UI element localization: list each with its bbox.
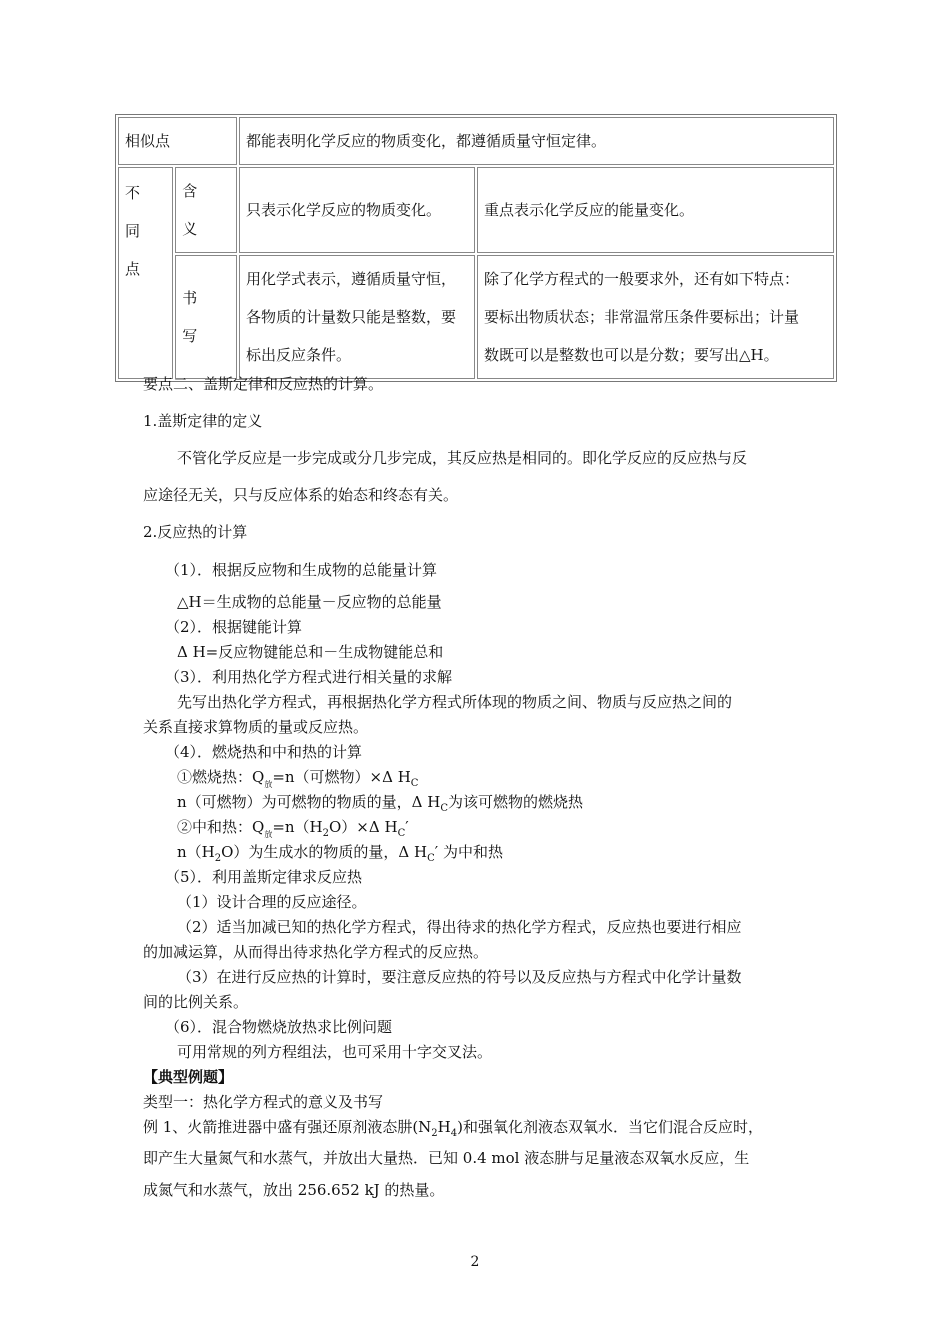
text-run: O）为生成水的物质的量，Δ H — [221, 843, 428, 861]
diff-label-cell — [118, 167, 173, 379]
table-row — [118, 255, 834, 379]
text-run: ′ 为中和热 — [434, 843, 503, 861]
list-item: （4）．燃烧热和中和热的计算 — [165, 743, 363, 761]
table-row — [118, 167, 834, 253]
example-line — [143, 1117, 763, 1144]
subheading: 1.盖斯定律的定义 — [143, 412, 263, 430]
list-item: （1）．根据反应物和生成物的总能量计算 — [165, 561, 438, 579]
writing-right-cell — [477, 255, 834, 379]
subscript: C — [397, 828, 406, 839]
table-row — [118, 117, 834, 165]
diff-label-char: 不 — [125, 184, 141, 202]
writing-label-char: 写 — [182, 327, 198, 345]
paragraph-line: 关系直接求算物质的量或反应热。 — [143, 718, 369, 736]
paragraph-line: （3）在进行反应热的计算时，要注意反应热的符号以及反应热与方程式中化学计量数 — [177, 968, 742, 986]
subheading: 2.反应热的计算 — [143, 523, 248, 541]
subscript: C — [440, 803, 449, 814]
text-run: O）×Δ H — [329, 818, 398, 836]
formula-line: △H＝生成物的总能量－反应物的总能量 — [177, 593, 442, 611]
meaning-label-cell — [175, 167, 237, 253]
similar-label-cell: 相似点 — [118, 117, 237, 165]
paragraph-line: 应途径无关，只与反应体系的始态和终态有关。 — [143, 486, 459, 504]
diff-label-char: 点 — [125, 260, 141, 278]
list-item: （2）．根据键能计算 — [165, 618, 303, 636]
paragraph-line: 间的比例关系。 — [143, 993, 249, 1011]
writing-label-cell — [175, 255, 237, 379]
text-run: n（H — [177, 843, 215, 861]
paragraph-line: 不管化学反应是一步完成或分几步完成，其反应热是相同的。即化学反应的反应热与反 — [177, 449, 748, 467]
text-run: ②中和热：Q — [177, 818, 265, 836]
writing-left-line: 各物质的计量数只能是整数，要 — [246, 308, 457, 326]
page-number: 2 — [470, 1254, 480, 1270]
meaning-right-cell: 重点表示化学反应的能量变化。 — [477, 167, 834, 253]
subscript: 4 — [450, 1128, 458, 1139]
subscript: 放 — [264, 830, 273, 839]
subscript: 放 — [264, 780, 273, 789]
formula-line — [177, 842, 503, 869]
paragraph-line: 可用常规的列方程组法，也可采用十字交叉法。 — [177, 1043, 493, 1061]
formula-line: Δ H=反应物键能总和－生成物键能总和 — [177, 643, 444, 661]
text-run: n（可燃物）为可燃物的物质的量，Δ H — [177, 793, 441, 811]
example-type: 类型一：热化学方程式的意义及书写 — [143, 1093, 384, 1111]
meaning-label-char: 义 — [182, 220, 198, 238]
list-item: （6）．混合物燃烧放热求比例问题 — [165, 1018, 393, 1036]
paragraph-line: 先写出热化学方程式，再根据热化学方程式所体现的物质之间、物质与反应热之间的 — [177, 693, 733, 711]
writing-right-line: 数既可以是整数也可以是分数；要写出△H。 — [484, 346, 779, 364]
paragraph-line: 的加减运算，从而得出待求热化学方程式的反应热。 — [143, 943, 489, 961]
text-run: 例 1、火箭推进器中盛有强还原剂液态肼(N — [143, 1118, 432, 1136]
paragraph-line: （1）设计合理的反应途径。 — [177, 893, 367, 911]
list-item: （5）．利用盖斯定律求反应热 — [165, 868, 363, 886]
subscript: 2 — [322, 828, 329, 839]
text-run: H — [437, 1118, 451, 1136]
section-heading: 要点二、盖斯定律和反应热的计算。 — [143, 375, 384, 393]
writing-right-line: 要标出物质状态；非常温常压条件要标出；计量 — [484, 308, 800, 326]
example-line: 即产生大量氮气和水蒸气，并放出大量热．已知 0.4 mol 液态肼与足量液态双氧水反应，生 — [143, 1149, 750, 1167]
subscript: C — [410, 778, 419, 789]
text-run: )和强氧化剂液态双氧水．当它们混合反应时， — [457, 1118, 763, 1136]
text-run: 为该可燃物的燃烧热 — [448, 793, 584, 811]
meaning-left-cell: 只表示化学反应的物质变化。 — [239, 167, 475, 253]
writing-left-cell — [239, 255, 475, 379]
meaning-label-char: 含 — [182, 182, 198, 200]
formula-line — [177, 767, 418, 795]
text-run: ①燃烧热：Q — [177, 768, 265, 786]
example-heading: 【典型例题】 — [143, 1068, 234, 1086]
writing-left-line: 用化学式表示，遵循质量守恒， — [246, 270, 457, 288]
diff-label-char: 同 — [125, 222, 141, 240]
subscript: 2 — [214, 853, 222, 864]
paragraph-line: （2）适当加减已知的热化学方程式，得出待求的热化学方程式，反应热也要进行相应 — [177, 918, 742, 936]
formula-line — [177, 817, 409, 845]
list-item: （3）．利用热化学方程式进行相关量的求解 — [165, 668, 453, 686]
writing-right-line: 除了化学方程式的一般要求外，还有如下特点： — [484, 270, 800, 288]
writing-left-line: 标出反应条件。 — [246, 346, 352, 364]
formula-line — [177, 792, 583, 819]
subscript: 2 — [431, 1128, 438, 1139]
example-line: 成氮气和水蒸气，放出 256.652 kJ 的热量。 — [143, 1181, 445, 1199]
text-run: =n（H — [272, 818, 323, 836]
text-run: =n（可燃物）×Δ H — [272, 768, 411, 786]
writing-label-char: 书 — [182, 289, 198, 307]
similar-text-cell: 都能表明化学反应的物质变化，都遵循质量守恒定律。 — [239, 117, 834, 165]
subscript: C — [427, 853, 435, 864]
comparison-table — [115, 114, 837, 382]
text-run: ′ — [405, 818, 409, 836]
